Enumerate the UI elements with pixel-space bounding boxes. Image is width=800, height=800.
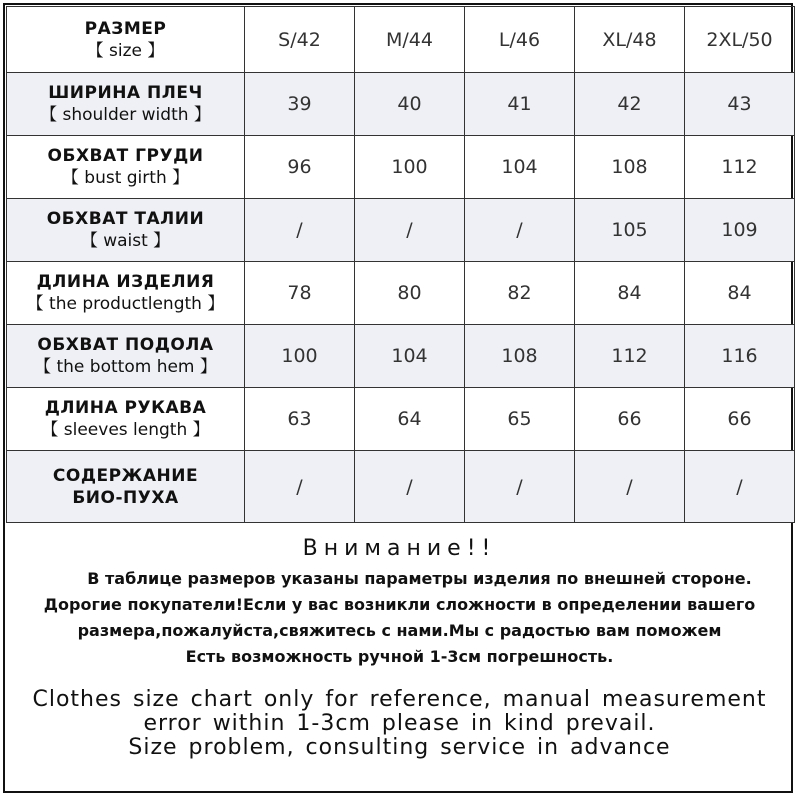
row-label-en: 【 shoulder width 】 xyxy=(40,105,211,125)
notice-title: Внимание!! xyxy=(302,536,497,561)
cell-value: 43 xyxy=(727,93,752,115)
table-cell xyxy=(685,325,795,388)
row-label-ru: ДЛИНА РУКАВА xyxy=(44,398,207,418)
table-cell xyxy=(245,136,355,199)
table-cell xyxy=(245,451,355,523)
cell-value: 100 xyxy=(391,156,428,178)
table-cell xyxy=(685,136,795,199)
table-cell xyxy=(575,451,685,523)
row-label-ru: ДЛИНА ИЗДЕЛИЯ xyxy=(36,272,215,292)
cell-value: 63 xyxy=(287,408,312,430)
row-label-ru: ОБХВАТ ТАЛИИ xyxy=(46,209,205,229)
row-label-ru-second: БИО-ПУХА xyxy=(72,487,179,508)
row-label-en: 【 waist 】 xyxy=(80,231,171,251)
cell-value: 112 xyxy=(721,156,758,178)
table-cell xyxy=(355,388,465,451)
size-header-cell xyxy=(245,7,355,73)
english-notes xyxy=(6,688,793,760)
header-label-en: 【 size 】 xyxy=(86,40,165,61)
cell-value: 112 xyxy=(611,345,648,367)
cell-value: / xyxy=(406,475,413,498)
table-row-sleeves-length xyxy=(7,388,795,451)
table-cell xyxy=(245,325,355,388)
header-label-ru: РАЗМЕР xyxy=(84,18,167,39)
cell-value: 39 xyxy=(287,93,312,115)
row-label-cell xyxy=(7,262,245,325)
cell-value: 108 xyxy=(611,156,648,178)
cell-value: 84 xyxy=(617,282,642,304)
notice-block xyxy=(6,530,793,670)
table-cell xyxy=(685,388,795,451)
size-header-cell xyxy=(355,7,465,73)
size-header-cell xyxy=(575,7,685,73)
table-row-down-content xyxy=(7,451,795,523)
cell-value: 100 xyxy=(281,345,318,367)
cell-value: 82 xyxy=(507,282,532,304)
table-cell xyxy=(575,199,685,262)
cell-value: 84 xyxy=(727,282,752,304)
table-cell xyxy=(465,136,575,199)
size-header-cell xyxy=(685,7,795,73)
size-chart-table xyxy=(6,6,795,523)
table-cell xyxy=(685,199,795,262)
cell-value: 42 xyxy=(617,93,642,115)
table-cell xyxy=(245,388,355,451)
cell-value: 65 xyxy=(507,408,532,430)
row-label-ru: ОБХВАТ ГРУДИ xyxy=(47,146,204,166)
row-label-en: 【 the productlength 】 xyxy=(26,294,225,314)
table-row-waist xyxy=(7,199,795,262)
table-cell xyxy=(245,73,355,136)
cell-value: 116 xyxy=(721,345,758,367)
row-label-cell xyxy=(7,73,245,136)
cell-value: / xyxy=(516,219,523,241)
english-note-line: error within 1-3cm please in kind prevail. xyxy=(143,711,656,736)
cell-value: 109 xyxy=(721,219,758,241)
cell-value: 40 xyxy=(397,93,422,115)
cell-value: 41 xyxy=(507,93,532,115)
table-cell xyxy=(465,262,575,325)
table-cell xyxy=(575,73,685,136)
table-cell xyxy=(685,262,795,325)
cell-value: / xyxy=(736,475,743,498)
table-cell xyxy=(575,388,685,451)
table-row-shoulder-width xyxy=(7,73,795,136)
table-cell xyxy=(465,325,575,388)
cell-value: 105 xyxy=(611,219,648,241)
table-cell xyxy=(685,73,795,136)
table-cell xyxy=(355,262,465,325)
cell-value: 104 xyxy=(391,345,428,367)
cell-value: / xyxy=(516,475,523,498)
table-cell xyxy=(465,388,575,451)
cell-value: 78 xyxy=(287,282,312,304)
row-label-cell xyxy=(7,199,245,262)
notice-line: В таблице размеров указаны параметры изделия по внешней стороне. xyxy=(87,569,752,588)
notice-line: Есть возможность ручной 1-3см погрешность. xyxy=(185,647,614,666)
row-label-cell xyxy=(7,136,245,199)
table-cell xyxy=(575,262,685,325)
size-header: S/42 xyxy=(278,28,321,51)
table-cell xyxy=(575,325,685,388)
table-cell xyxy=(245,262,355,325)
size-header: 2XL/50 xyxy=(706,28,773,51)
cell-value: 96 xyxy=(287,156,312,178)
english-note-line: Clothes size chart only for reference, manual measurement xyxy=(32,687,767,712)
row-label-cell xyxy=(7,451,245,523)
table-cell xyxy=(355,73,465,136)
cell-value: 104 xyxy=(501,156,538,178)
header-label-cell xyxy=(7,7,245,73)
cell-value: / xyxy=(406,219,413,241)
cell-value: 108 xyxy=(501,345,538,367)
english-note-line: Size problem, consulting service in advance xyxy=(128,735,671,760)
table-cell xyxy=(465,73,575,136)
row-label-en: 【 bust girth 】 xyxy=(61,168,190,188)
cell-value: 64 xyxy=(397,408,422,430)
table-cell xyxy=(465,199,575,262)
header-row xyxy=(7,7,795,73)
notice-line: размера,пожалуйста,свяжитесь с нами.Мы с радостью вам поможем xyxy=(77,621,722,640)
row-label-en: 【 sleeves length 】 xyxy=(41,420,210,440)
table-cell xyxy=(355,136,465,199)
size-header: L/46 xyxy=(498,28,541,51)
table-cell xyxy=(355,325,465,388)
row-label-ru: СОДЕРЖАНИЕ xyxy=(52,465,199,486)
row-label-ru: ОБХВАТ ПОДОЛА xyxy=(37,335,214,355)
row-label-en: 【 the bottom hem 】 xyxy=(34,357,217,377)
cell-value: 66 xyxy=(727,408,752,430)
table-cell xyxy=(685,451,795,523)
size-header-cell xyxy=(465,7,575,73)
cell-value: / xyxy=(626,475,633,498)
row-label-ru: ШИРИНА ПЛЕЧ xyxy=(48,83,203,103)
table-row-bottom-hem xyxy=(7,325,795,388)
table-cell xyxy=(575,136,685,199)
cell-value: / xyxy=(296,219,303,241)
table-cell xyxy=(465,451,575,523)
table-cell xyxy=(245,199,355,262)
cell-value: 66 xyxy=(617,408,642,430)
row-label-cell xyxy=(7,388,245,451)
cell-value: 80 xyxy=(397,282,422,304)
cell-value: / xyxy=(296,475,303,498)
table-row-bust-girth xyxy=(7,136,795,199)
table-cell xyxy=(355,199,465,262)
notice-line: Дорогие покупатели!Если у вас возникли сложности в определении вашего xyxy=(43,595,756,614)
table-row-product-length xyxy=(7,262,795,325)
row-label-cell xyxy=(7,325,245,388)
table-cell xyxy=(355,451,465,523)
size-header: M/44 xyxy=(386,28,433,51)
size-header: XL/48 xyxy=(602,28,657,51)
